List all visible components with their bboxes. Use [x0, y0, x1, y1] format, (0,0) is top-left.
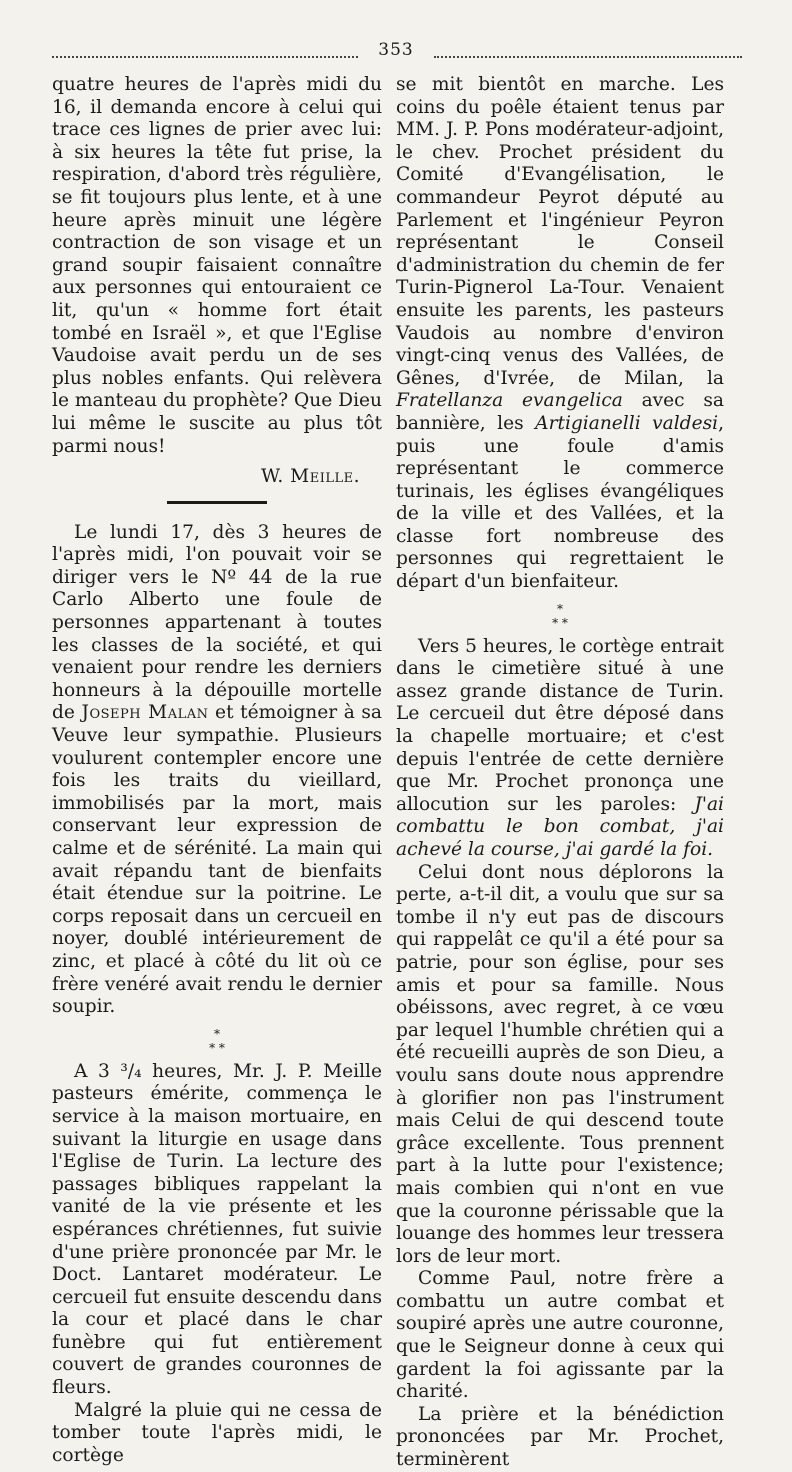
- r-p1-part2: avec sa bannière, les: [396, 390, 724, 434]
- author-signature: [52, 466, 382, 489]
- star-bottom-right: * *: [552, 615, 568, 630]
- right-paragraph-5: La prière et la bénédiction prononcées par Mr. Prochet, terminèrent: [396, 1403, 724, 1471]
- right-paragraph-1: [396, 74, 724, 594]
- header-rule-right: [434, 56, 742, 58]
- left-paragraph-3: A 3 ³/₄ heures, Mr. J. P. Meille pasteurs émérite, commença le service à la maison mortuaire, en suivant la liturgie en usage dans l'Eglise de Turin. La lecture des passages bibliques rappelant la vanité de la vie présente et les espérances chrétiennes, fut suivie d'une prière prononcée par Mr. le Doct. Lantaret modérateur. Le cercueil fut ensuite descendu dans la cour et placé dans le char funèbre qui fut entièrement couvert de grandes couronnes de fleurs.: [52, 1060, 382, 1399]
- asterism-left: [52, 1027, 382, 1055]
- r-p1-italic2: Artigianelli valdesi: [535, 412, 719, 434]
- r-p1-italic1: Fratellanza evangelica: [396, 390, 623, 412]
- r-p1-part1: se mit bientôt en marche. Les coins du poêle étaient tenus par MM. J. P. Pons modérateur-adjoint, le chev. Prochet président du Comité d'Evangélisation, le commandeur Peyrot député au Parlement et l'ingénieur Peyron représentant le Conseil d'administration du chemin de fer Turin-Pignerol La-Tour. Venaient ensuite les parents, les pasteurs Vaudois au nombre d'environ vingt-cinq venus des Vallées, de Gênes, d'Ivrée, de Milan, la: [396, 74, 724, 389]
- p2-text-before: Le lundi 17, dès 3 heures de l'après midi, l'on pouvait voir se diriger vers le Nº 44 de la rue Carlo Alberto une foule de personnes appartenant à toutes les classes de la société, et qui venaient pour rendre les derniers honneurs à la dépouille mortelle de: [52, 521, 382, 724]
- left-column: [52, 74, 382, 1467]
- right-paragraph-2: [396, 636, 724, 862]
- signature-text: W. Meille.: [260, 466, 360, 488]
- right-paragraph-3: Celui dont nous déplorons la perte, a-t-il dit, a voulu que sur sa tombe il n'y eut pas de discours qui rappelât ce qu'il a été pour sa patrie, pour son église, pour ses amis et pour sa famille. Nous obéissons, avec regret, à ce vœu par lequel l'humble chrétien qui a été recueilli auprès de son Dieu, a voulu sans doute nous apprendre à glorifier non pas l'instrument mais Celui de qui descend toute grâce excellente. Tous prennent part à la lutte pour l'existence; mais combien qui n'ont en vue que la couronne périssable que la louange des hommes leur tressera lors de leur mort.: [396, 861, 724, 1267]
- scripture-quote: J'ai combattu le bon combat, j'ai achevé la course, j'ai gardé la foi.: [396, 793, 724, 860]
- r-p2-text: Vers 5 heures, le cortège entrait dans le cimetière situé à une assez grande distance de Turin. Le cercueil dut être déposé dans la chapelle mortuaire; et c'est depuis l'entrée de cette dernière que Mr. Prochet prononça une allocution sur les paroles:: [396, 635, 724, 815]
- star-top-right: *: [557, 601, 563, 616]
- left-paragraph-4: Malgré la pluie qui ne cessa de tomber toute l'après midi, le cortège: [52, 1399, 382, 1466]
- star-top: *: [214, 1026, 220, 1041]
- page-number: 353: [378, 40, 414, 60]
- r-p1-part3: , puis une foule d'amis représentant le commerce turinais, les églises évangéliques de la ville et des Vallées, et la classe fort nombreuse des personnes qui regrettaient le départ d'un bienfaiteur.: [396, 412, 724, 593]
- star-bottom: * *: [209, 1040, 225, 1055]
- header-rule-left: [52, 56, 358, 58]
- right-paragraph-4: Comme Paul, notre frère a combattu un autre combat et soupiré après une autre couronne, que le Seigneur donne à ceux qui gardent la foi agissante par la charité.: [396, 1268, 724, 1403]
- left-paragraph-1: quatre heures de l'après midi du 16, il demanda encore à celui qui trace ces lignes de prier avec lui: à six heures la tête fut prise, la respiration, d'abord très régulière, se fit toujours plus lente, et à une heure après minuit une légère contraction de son visage et un grand soupir faisaient connaître aux personnes qui entouraient ce lit, qu'un « homme fort était tombé en Israël », et que l'Eglise Vaudoise avait perdu un de ses plus nobles enfants. Qui relèvera le manteau du prophète? Que Dieu lui même le suscite au plus tôt parmi nous!: [52, 74, 382, 457]
- right-column: [396, 74, 724, 1472]
- deceased-name: Joseph Malan: [81, 702, 209, 724]
- section-separator: [167, 501, 267, 504]
- page-header: [52, 40, 742, 66]
- asterism-right: [396, 602, 724, 630]
- left-paragraph-2: [52, 522, 382, 1019]
- p2-text-after: et témoigner à sa Veuve leur sympathie. Plusieurs voulurent contempler encore une fois les traits du vieillard, immobilisés par la mort, mais conservant leur expression de calme et de sérénité. La main qui avait répandu tant de bienfaits était étendue sur la poitrine. Le corps reposait dans un cercueil en noyer, doublé intérieurement de zinc, et placé à côté du lit où ce frère venéré avait rendu le dernier soupir.: [52, 702, 382, 1018]
